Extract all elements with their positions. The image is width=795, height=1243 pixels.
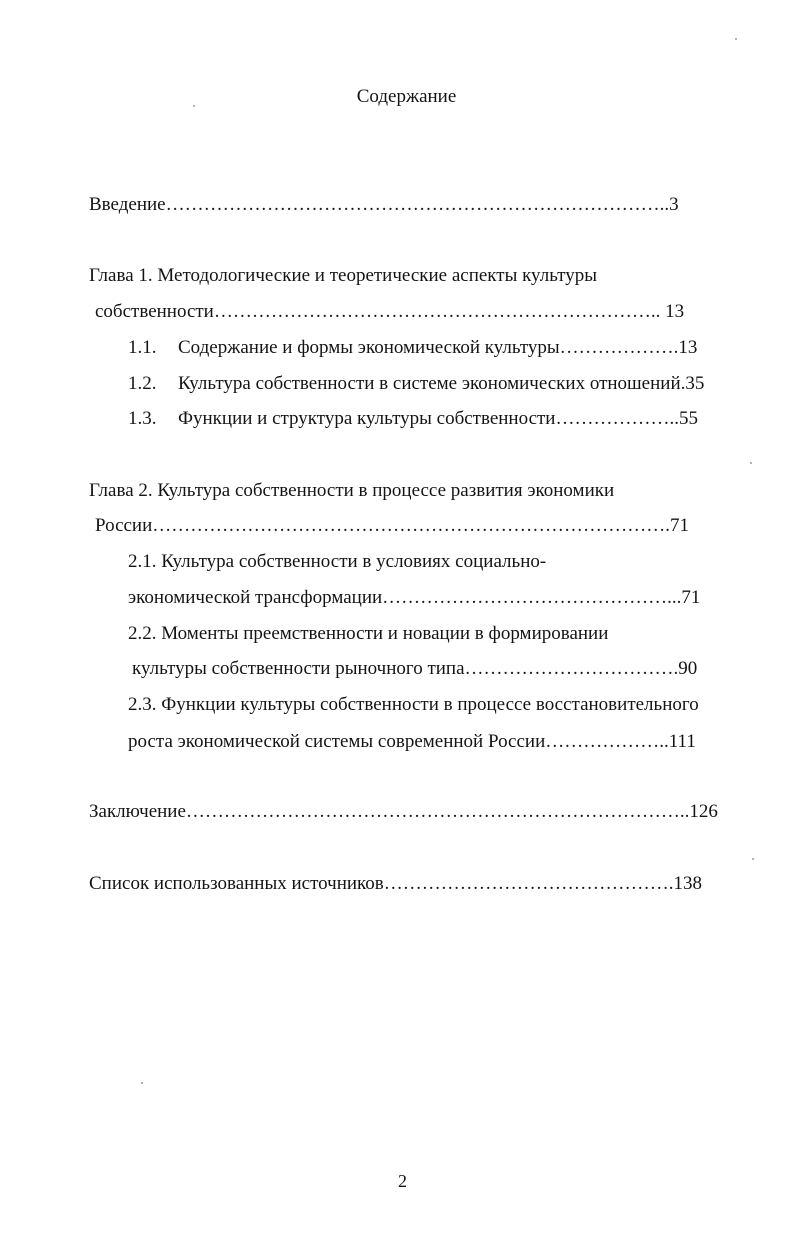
- scan-speck: [750, 462, 752, 464]
- toc-chapter1-title: Глава 1. Методологические и теоретические аспекты культуры: [89, 265, 597, 286]
- toc-item-2-1: 2.1. Культура собственности в условиях социально-: [128, 551, 547, 572]
- toc-item-1-3: [128, 407, 698, 431]
- toc-item-number: 1.2.: [128, 373, 157, 394]
- scan-speck: [752, 858, 754, 860]
- toc-item-2-3-cont: роста экономической системы современной России………………..111: [128, 731, 696, 752]
- toc-item-1-2: [128, 372, 704, 396]
- scan-speck: [735, 38, 737, 40]
- toc-item-2-2: 2.2. Моменты преемственности и новации в формировании: [128, 623, 609, 644]
- toc-item-2-2-cont: культуры собственности рыночного типа…………………………….90: [132, 658, 698, 679]
- toc-item-number: 1.1.: [128, 337, 157, 358]
- page-number: 2: [398, 1171, 407, 1191]
- toc-chapter1-title-cont: собственности…………………………………………………………….. 13: [95, 301, 685, 322]
- toc-chapter2-title: Глава 2. Культура собственности в процессе развития экономики: [89, 480, 615, 501]
- toc-conclusion: Заключение……………………………………………………………………..126: [89, 801, 718, 822]
- page-title: Содержание: [356, 86, 457, 107]
- toc-item-2-3: 2.3. Функции культуры собственности в процессе восстановительного: [128, 694, 699, 715]
- toc-item-text: Содержание и формы экономической культуры……………….13: [178, 337, 698, 358]
- toc-item-number: 1.3.: [128, 408, 157, 429]
- toc-item-1-1: [128, 336, 697, 360]
- toc-intro: Введение……………………………………………………………………..3: [89, 194, 679, 215]
- scan-speck: [141, 1082, 143, 1084]
- toc-item-text: Культура собственности в системе экономических отношений.35: [178, 373, 705, 394]
- scan-speck: [193, 105, 195, 107]
- toc-references: Список использованных источников……………………………………….138: [89, 873, 703, 894]
- toc-chapter2-title-cont: России……………………………………………………………………….71: [95, 515, 690, 536]
- toc-item-2-1-cont: экономической трансформации………………………………………...71: [128, 587, 701, 608]
- toc-item-text: Функции и структура культуры собственности………………..55: [178, 408, 698, 429]
